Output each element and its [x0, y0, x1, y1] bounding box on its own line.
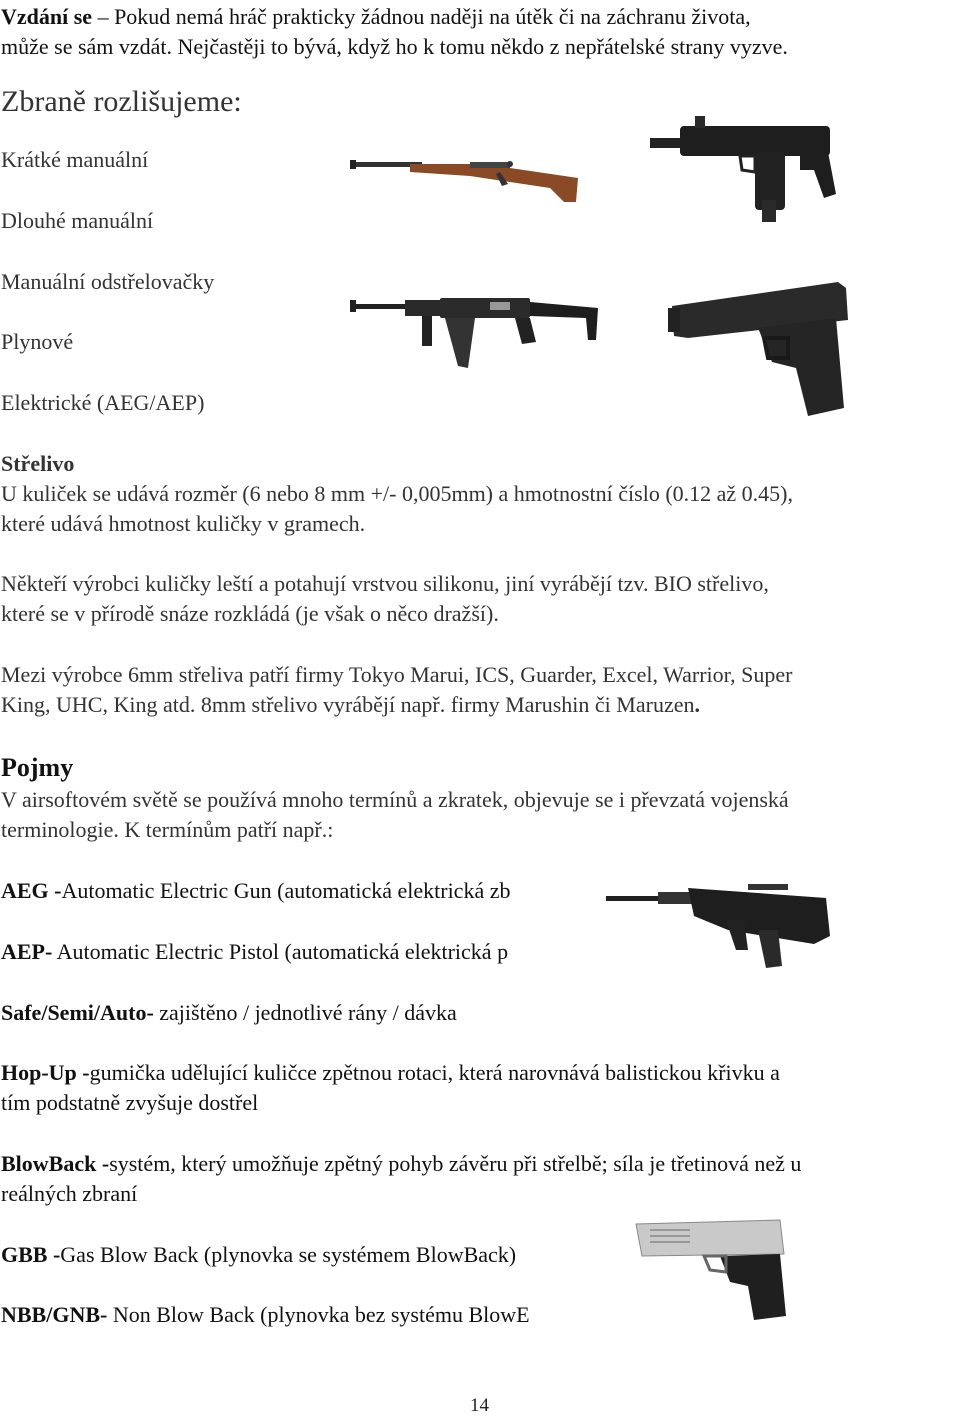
term-description-line2: tím podstatně zvyšuje dostřel [1, 1090, 259, 1115]
intro-text-line1: – Pokud nemá hráč prakticky žádnou naději na útěk či na záchranu života, [92, 4, 751, 29]
term-description: gumička udělující kuličce zpětnou rotaci, která narovnává balistickou křivku a [89, 1060, 780, 1085]
bolt-action-rifle-image [350, 152, 580, 207]
term-description: Non Blow Back (plynovka bez systému BlowE [107, 1302, 530, 1327]
ammo-p3-line2: King, UHC, King atd. 8mm střelivo vyrábějí např. firmy Marushin či Maruzen [1, 692, 695, 717]
ammo-p2-line2: které se v přírodě snáze rozkládá (je však o něco dražší). [1, 601, 499, 626]
ammo-heading: Střelivo [1, 451, 75, 476]
ak-rifle-image [350, 290, 600, 380]
terms-intro-line1: V airsoftovém světě se používá mnoho termínů a zkratek, objevuje se i převzatá vojenská [1, 787, 789, 812]
intro-term: Vzdání se [1, 4, 93, 29]
intro-paragraph [1, 2, 953, 62]
term-name: AEP- [1, 939, 53, 964]
term-name: AEG - [1, 878, 62, 903]
term-item [1, 1240, 956, 1270]
term-name: GBB - [1, 1242, 61, 1267]
term-name: NBB/GNB- [1, 1302, 108, 1327]
term-description: Automatic Electric Pistol (automatická elektrická p [52, 939, 509, 964]
category-item: Manuální odstřelovačky [1, 269, 215, 294]
term-name: Safe/Semi/Auto- [1, 1000, 154, 1025]
term-description: Automatic Electric Gun (automatická elektrická zb [61, 878, 511, 903]
term-item [1, 1300, 956, 1330]
intro-text-line2: může se sám vzdát. Nejčastěji to bývá, když ho k tomu někdo z nepřátelské strany vyzve. [1, 34, 788, 59]
bullpup-rifle-image [598, 874, 838, 974]
page-number: 14 [470, 1395, 489, 1416]
pistol-image [668, 278, 853, 418]
term-name: Hop-Up - [1, 1060, 90, 1085]
term-name: BlowBack - [1, 1151, 110, 1176]
term-description: systém, který umožňuje zpětný pohyb závěru při střelbě; síla je třetinová než u [109, 1151, 802, 1176]
term-description: zajištěno / jednotlivé rány / dávka [153, 1000, 457, 1025]
ammo-p1-line1: U kuliček se udává rozměr (6 nebo 8 mm +/- 0,005mm) a hmotnostní číslo (0.12 až 0.45), [1, 481, 794, 506]
term-description: Gas Blow Back (plynovka se systémem BlowBack) [60, 1242, 517, 1267]
terms-intro [1, 785, 953, 845]
term-item [1, 1149, 956, 1209]
ammo-p1-line2: které udává hmotnost kuličky v gramech. [1, 511, 366, 536]
ammo-p3-dot: . [694, 692, 700, 717]
terms-heading: Pojmy [1, 753, 74, 782]
ammo-p3-line1: Mezi výrobce 6mm střeliva patří firmy Tokyo Marui, ICS, Guarder, Excel, Warrior, Super [1, 662, 793, 687]
silver-pistol-image [630, 1212, 790, 1332]
category-item: Elektrické (AEG/AEP) [1, 390, 205, 415]
term-item [1, 1058, 956, 1118]
category-item: Dlouhé manuální [1, 208, 154, 233]
ammo-p2-line1: Někteří výrobci kuličky leští a potahují vrstvou silikonu, jiní vyrábějí tzv. BIO střelivo, [1, 571, 769, 596]
ammo-paragraph-1 [1, 479, 953, 539]
ammo-paragraph-2 [1, 569, 953, 629]
uzi-smg-image [650, 112, 840, 227]
term-description-line2: reálných zbraní [1, 1181, 138, 1206]
category-item: Krátké manuální [1, 147, 149, 172]
term-item [1, 998, 956, 1028]
weapons-heading: Zbraně rozlišujeme: [1, 85, 242, 118]
category-item: Plynové [1, 329, 74, 354]
ammo-paragraph-3 [1, 660, 953, 720]
terms-intro-line2: terminologie. K termínům patří např.: [1, 817, 334, 842]
